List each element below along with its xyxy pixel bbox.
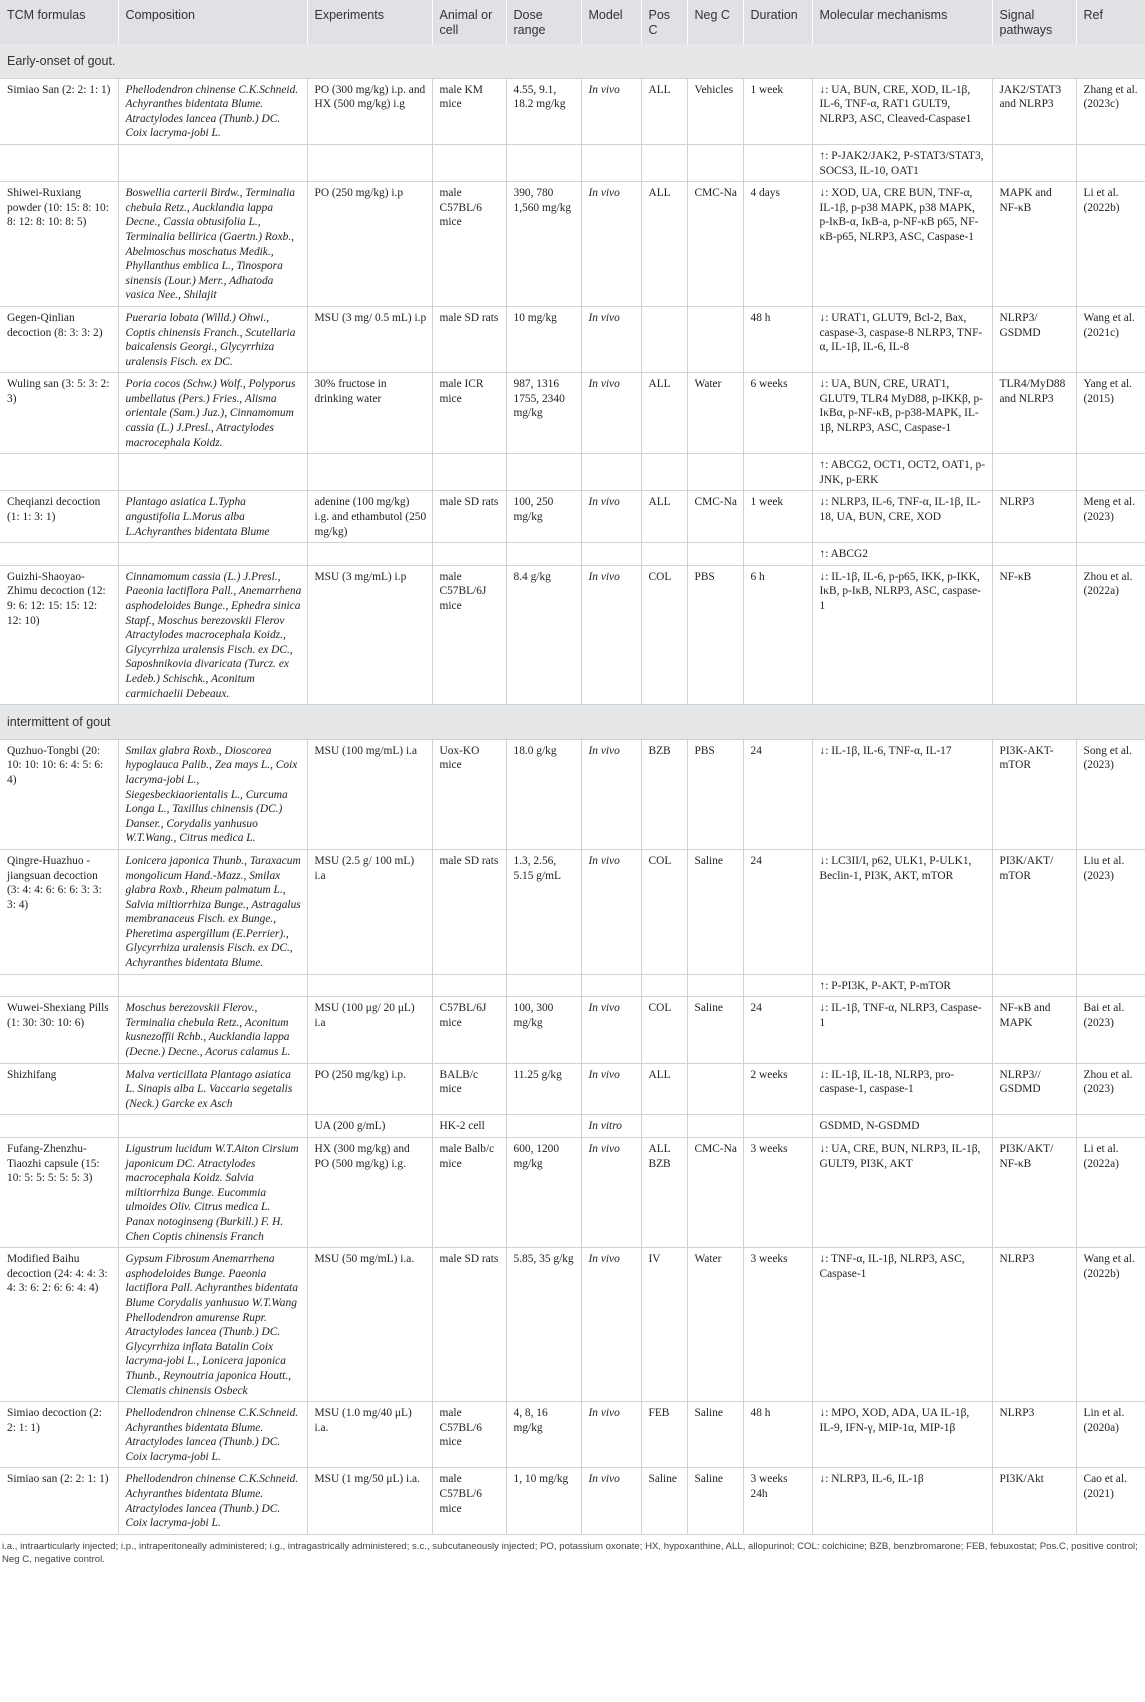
cell-pos-c: IV (641, 1248, 687, 1402)
cell-dose (506, 454, 581, 491)
cell-mechanisms: ↓: URAT1, GLUT9, Bcl-2, Bax, caspase-3, caspase-8 NLRP3, TNF-α, IL-1β, IL-6, IL-8 (812, 306, 992, 372)
cell-mechanisms: ↓: NLRP3, IL-6, IL-1β (812, 1468, 992, 1534)
cell-formula (0, 144, 118, 181)
cell-dose: 10 mg/kg (506, 306, 581, 372)
cell-ref: Li et al. (2022a) (1076, 1138, 1145, 1248)
cell-composition: Gypsum Fibrosum Anemarrhena asphodeloides Bunge. Paeonia lactiflora Pall. Achyranthes bidentata Blume Corydalis yanhusuo W.T.Wang Phellodendron amurense Rupr. Atractylodes lancea (Thunb.) DC. Glycyrrhiza inflata Batalin Coix lacryma-jobi L., Lonicera japonica Thunb., Reynoutria japonica Houtt., Clematis chinensis Osbeck (118, 1248, 307, 1402)
table-row (0, 144, 1145, 181)
table-row (0, 182, 1145, 307)
cell-dose: 600, 1200 mg/kg (506, 1138, 581, 1248)
cell-pos-c (641, 974, 687, 997)
cell-experiments: PO (250 mg/kg) i.p. (307, 1063, 432, 1115)
cell-animal: HK-2 cell (432, 1115, 506, 1138)
header-dose-range: Dose range (506, 0, 581, 44)
cell-composition (118, 144, 307, 181)
cell-mechanisms: ↓: MPO, XOD, ADA, UA IL-1β, IL-9, IFN-γ, MIP-1α, MIP-1β (812, 1402, 992, 1468)
cell-pathways: TLR4/MyD88 and NLRP3 (992, 373, 1076, 454)
cell-dose (506, 974, 581, 997)
cell-model: In vivo (581, 373, 641, 454)
cell-dose: 4, 8, 16 mg/kg (506, 1402, 581, 1468)
cell-ref: Bai et al. (2023) (1076, 997, 1145, 1063)
cell-pathways: PI3K/AKT/ NF-κB (992, 1138, 1076, 1248)
cell-mechanisms: ↑: P-JAK2/JAK2, P-STAT3/STAT3, SOCS3, IL-10, OAT1 (812, 144, 992, 181)
cell-dose: 8.4 g/kg (506, 565, 581, 704)
cell-ref: Zhou et al. (2022a) (1076, 565, 1145, 704)
cell-composition (118, 454, 307, 491)
cell-ref (1076, 144, 1145, 181)
table-row (0, 491, 1145, 543)
cell-dose: 1, 10 mg/kg (506, 1468, 581, 1534)
cell-mechanisms: ↓: IL-1β, IL-6, TNF-α, IL-17 (812, 739, 992, 849)
cell-animal: male SD rats (432, 491, 506, 543)
section-title: Early-onset of gout. (0, 44, 1145, 78)
cell-formula: Wuling san (3: 5: 3: 2: 3) (0, 373, 118, 454)
header-neg-c: Neg C (687, 0, 743, 44)
cell-model (581, 543, 641, 566)
cell-model: In vivo (581, 1138, 641, 1248)
cell-experiments: MSU (100 mg/mL) i.a (307, 739, 432, 849)
cell-ref: Wang et al. (2022b) (1076, 1248, 1145, 1402)
cell-experiments: PO (250 mg/kg) i.p (307, 182, 432, 307)
cell-pathways (992, 454, 1076, 491)
header-pos-c: Pos C (641, 0, 687, 44)
cell-neg-c (687, 1115, 743, 1138)
cell-model: In vivo (581, 1248, 641, 1402)
cell-pathways: NF-κB (992, 565, 1076, 704)
cell-neg-c: CMC-Na (687, 1138, 743, 1248)
cell-animal: male ICR mice (432, 373, 506, 454)
cell-neg-c: Water (687, 1248, 743, 1402)
cell-mechanisms: ↓: LC3II/I, p62, ULK1, P-ULK1, Beclin-1, PI3K, AKT, mTOR (812, 849, 992, 974)
cell-composition: Moschus berezovskii Flerov., Terminalia chebula Retz., Aconitum kusnezoffii Rchb., Aucklandia lappa (Decne.) Decne., Acorus calamus L. (118, 997, 307, 1063)
cell-neg-c: Saline (687, 1468, 743, 1534)
cell-mechanisms: ↑: ABCG2 (812, 543, 992, 566)
header-signal-pathways: Signal pathways (992, 0, 1076, 44)
cell-ref (1076, 454, 1145, 491)
cell-dose: 100, 300 mg/kg (506, 997, 581, 1063)
cell-ref (1076, 1115, 1145, 1138)
cell-mechanisms: ↓: IL-1β, TNF-α, NLRP3, Caspase-1 (812, 997, 992, 1063)
cell-pos-c: ALL (641, 491, 687, 543)
cell-pathways: NLRP3 (992, 491, 1076, 543)
cell-mechanisms: ↓: UA, BUN, CRE, URAT1, GLUT9, TLR4 MyD88, p-IKKβ, p-IκBα, p-NF-κB, p-p38-MAPK, IL-1β, NLRP3, ASC, Caspase-1 (812, 373, 992, 454)
cell-animal: male SD rats (432, 306, 506, 372)
cell-pos-c: ALL (641, 373, 687, 454)
cell-duration: 1 week (743, 491, 812, 543)
cell-formula (0, 543, 118, 566)
cell-formula: Qingre-Huazhuo -jiangsuan decoction (3: 4: 4: 6: 6: 6: 3: 3: 3: 4) (0, 849, 118, 974)
cell-pathways: PI3K/AKT/ mTOR (992, 849, 1076, 974)
cell-pos-c: COL (641, 565, 687, 704)
cell-pos-c: COL (641, 849, 687, 974)
cell-composition (118, 543, 307, 566)
cell-pos-c: ALL (641, 1063, 687, 1115)
cell-ref: Cao et al. (2021) (1076, 1468, 1145, 1534)
cell-duration (743, 454, 812, 491)
cell-neg-c: Saline (687, 849, 743, 974)
cell-animal (432, 454, 506, 491)
cell-neg-c (687, 1063, 743, 1115)
cell-dose: 390, 780 1,560 mg/kg (506, 182, 581, 307)
cell-composition: Cinnamomum cassia (L.) J.Presl., Paeonia lactiflora Pall., Anemarrhena asphodeloides Bunge., Ephedra sinica Stapf., Moschus berezovskii Flerov Atractylodes macrocephala Koidz., Glycyrrhiza uralensis Fisch. ex DC., Saposhnikovia divaricata (Turcz. ex Ledeb.) Schischk., Aconitum carmichaelii Debeaux. (118, 565, 307, 704)
cell-model: In vivo (581, 306, 641, 372)
cell-composition: Poria cocos (Schw.) Wolf., Polyporus umbellatus (Pers.) Fries., Alisma orientale (Sam.) Juz.), Cinnamomum cassia (L.) J.Presl., Atractylodes macrocephala Koidz. (118, 373, 307, 454)
cell-model: In vitro (581, 1115, 641, 1138)
table-row (0, 454, 1145, 491)
cell-experiments (307, 454, 432, 491)
cell-composition: Lonicera japonica Thunb., Taraxacum mongolicum Hand.-Mazz., Smilax glabra Roxb., Rheum palmatum L., Salvia miltiorrhiza Bunge., Astragalus membranaceus Fisch. ex Bunge., Pheretima aspergillum (E.Perrier)., Glycyrrhiza uralensis Fisch. ex DC., Achyranthes bidentata Blume. (118, 849, 307, 974)
cell-neg-c: Saline (687, 997, 743, 1063)
cell-pos-c (641, 454, 687, 491)
cell-neg-c: Saline (687, 1402, 743, 1468)
cell-formula: Modified Baihu decoction (24: 4: 4: 3: 4: 3: 6: 2: 6: 6: 4: 4) (0, 1248, 118, 1402)
cell-experiments: 30% fructose in drinking water (307, 373, 432, 454)
cell-duration: 6 h (743, 565, 812, 704)
cell-dose: 100, 250 mg/kg (506, 491, 581, 543)
header-tcm-formulas: TCM formulas (0, 0, 118, 44)
cell-duration: 48 h (743, 1402, 812, 1468)
cell-experiments (307, 144, 432, 181)
cell-dose: 18.0 g/kg (506, 739, 581, 849)
cell-formula: Simiao decoction (2: 2: 1: 1) (0, 1402, 118, 1468)
cell-pos-c: Saline (641, 1468, 687, 1534)
cell-model (581, 454, 641, 491)
cell-neg-c (687, 543, 743, 566)
cell-model: In vivo (581, 1063, 641, 1115)
cell-pathways (992, 543, 1076, 566)
header-model: Model (581, 0, 641, 44)
cell-composition (118, 974, 307, 997)
cell-animal: male C57BL/6J mice (432, 565, 506, 704)
cell-neg-c: PBS (687, 565, 743, 704)
cell-mechanisms: ↓: UA, BUN, CRE, XOD, IL-1β, IL-6, TNF-α, RAT1 GULT9, NLRP3, ASC, Cleaved-Caspase1 (812, 78, 992, 144)
cell-ref: Meng et al. (2023) (1076, 491, 1145, 543)
cell-mechanisms: ↓: XOD, UA, CRE BUN, TNF-α, IL-1β, p-p38 MAPK, p38 MAPK, p-IκB-α, IκB-a, p-NF-κB p65, NF-κB-p65, NLRP3, ASC, Caspase-1 (812, 182, 992, 307)
cell-pathways: NLRP3 (992, 1402, 1076, 1468)
cell-model: In vivo (581, 1468, 641, 1534)
cell-pos-c (641, 1115, 687, 1138)
cell-animal: male SD rats (432, 1248, 506, 1402)
cell-composition: Pueraria lobata (Willd.) Ohwi., Coptis chinensis Franch., Scutellaria baicalensis Georgi., Glycyrrhiza uralensis Fisch. ex DC. (118, 306, 307, 372)
cell-mechanisms: ↓: IL-1β, IL-6, p-p65, IKK, p-IKK, IκB, p-IκB, NLRP3, ASC, caspase-1 (812, 565, 992, 704)
table-row (0, 543, 1145, 566)
cell-neg-c (687, 454, 743, 491)
table-row (0, 1468, 1145, 1534)
cell-animal (432, 543, 506, 566)
cell-composition: Phellodendron chinense C.K.Schneid. Achyranthes bidentata Blume. Atractylodes lancea (Thunb.) DC. Coix lacryma-jobi L. (118, 78, 307, 144)
header-row (0, 0, 1145, 44)
table-body (0, 44, 1145, 1534)
cell-pos-c: FEB (641, 1402, 687, 1468)
cell-mechanisms: ↑: ABCG2, OCT1, OCT2, OAT1, p-JNK, p-ERK (812, 454, 992, 491)
cell-composition (118, 1115, 307, 1138)
cell-pathways: JAK2/STAT3 and NLRP3 (992, 78, 1076, 144)
cell-duration: 3 weeks (743, 1248, 812, 1402)
table-row (0, 78, 1145, 144)
cell-composition: Plantago asiatica L.Typha angustifolia L.Morus alba L.Achyranthes bidentata Blume (118, 491, 307, 543)
cell-experiments: MSU (3 mg/ 0.5 mL) i.p (307, 306, 432, 372)
cell-animal: C57BL/6J mice (432, 997, 506, 1063)
cell-pos-c: ALL (641, 78, 687, 144)
cell-composition: Phellodendron chinense C.K.Schneid. Achyranthes bidentata Blume. Atractylodes lancea (Thunb.) DC. Coix lacryma-jobi L. (118, 1468, 307, 1534)
cell-animal: Uox-KO mice (432, 739, 506, 849)
cell-ref: Wang et al. (2021c) (1076, 306, 1145, 372)
cell-ref: Zhang et al. (2023c) (1076, 78, 1145, 144)
cell-mechanisms: ↓: UA, CRE, BUN, NLRP3, IL-1β, GULT9, PI3K, AKT (812, 1138, 992, 1248)
cell-formula: Simiao san (2: 2: 1: 1) (0, 1468, 118, 1534)
table-row (0, 739, 1145, 849)
section-title: intermittent of gout (0, 705, 1145, 740)
cell-neg-c: PBS (687, 739, 743, 849)
table-row (0, 373, 1145, 454)
cell-pathways: NLRP3// GSDMD (992, 1063, 1076, 1115)
cell-duration: 2 weeks (743, 1063, 812, 1115)
header-molecular-mechanisms: Molecular mechanisms (812, 0, 992, 44)
cell-mechanisms: ↓: IL-1β, IL-18, NLRP3, pro-caspase-1, caspase-1 (812, 1063, 992, 1115)
cell-composition: Smilax glabra Roxb., Dioscorea hypoglauca Palib., Zea mays L., Coix lacryma-jobi L., Siegesbeckiaorientalis L., Curcuma Longa L., Taxillus chinensis (DC.) Danser., Corydalis yanhusuo W.T.Wang., Citrus medica L. (118, 739, 307, 849)
cell-pos-c: ALL BZB (641, 1138, 687, 1248)
cell-formula: Simiao San (2: 2: 1: 1) (0, 78, 118, 144)
cell-composition: Phellodendron chinense C.K.Schneid. Achyranthes bidentata Blume. Atractylodes lancea (Thunb.) DC. Coix lacryma-jobi L. (118, 1402, 307, 1468)
cell-formula: Gegen-Qinlian decoction (8: 3: 3: 2) (0, 306, 118, 372)
cell-dose: 11.25 g/kg (506, 1063, 581, 1115)
cell-composition: Boswellia carterii Birdw., Terminalia chebula Retz., Aucklandia lappa Decne., Cassia obtusifolia L., Terminalia bellirica (Gaertn.) Roxb., Abelmoschus moschatus Medik., Phyllanthus emblica L., Tinospora sinensis (Lour.) Merr., Adhatoda vasica Nee., Shilajit (118, 182, 307, 307)
cell-dose: 4.55, 9.1, 18.2 mg/kg (506, 78, 581, 144)
cell-pathways: PI3K-AKT-mTOR (992, 739, 1076, 849)
cell-experiments: MSU (2.5 g/ 100 mL) i.a (307, 849, 432, 974)
cell-dose (506, 543, 581, 566)
cell-pathways (992, 1115, 1076, 1138)
cell-model (581, 974, 641, 997)
table-footnote: i.a., intraarticularly injected; i.p., intraperitoneally administered; i.g., intragastrically administered; s.c., subcutaneously injected; PO, potassium oxonate; HX, hypoxanthine, ALL, allopurinol; COL: colchicine; BZB, benzbromarone; FEB, febuxostat; Pos.C, positive control; Neg C, negative control. (2, 1540, 1138, 1566)
cell-formula: Wuwei-Shexiang Pills (1: 30: 30: 10: 6) (0, 997, 118, 1063)
cell-pos-c: BZB (641, 739, 687, 849)
cell-duration: 3 weeks 24h (743, 1468, 812, 1534)
table-row (0, 1248, 1145, 1402)
cell-duration: 24 (743, 849, 812, 974)
cell-neg-c (687, 144, 743, 181)
cell-pathways: PI3K/Akt (992, 1468, 1076, 1534)
table-row (0, 974, 1145, 997)
cell-formula: Fufang-Zhenzhu-Tiaozhi capsule (15: 10: 5: 5: 5: 5: 5: 3) (0, 1138, 118, 1248)
cell-ref (1076, 974, 1145, 997)
cell-ref: Zhou et al. (2023) (1076, 1063, 1145, 1115)
cell-formula (0, 454, 118, 491)
cell-pathways: NLRP3 (992, 1248, 1076, 1402)
cell-duration: 24 (743, 739, 812, 849)
cell-formula: Shiwei-Ruxiang powder (10: 15: 8: 10: 8: 12: 8: 10: 8: 5) (0, 182, 118, 307)
cell-pathways: MAPK and NF-κB (992, 182, 1076, 307)
cell-mechanisms: ↓: NLRP3, IL-6, TNF-α, IL-1β, IL-18, UA, BUN, CRE, XOD (812, 491, 992, 543)
cell-model (581, 144, 641, 181)
cell-model: In vivo (581, 565, 641, 704)
cell-neg-c: Water (687, 373, 743, 454)
cell-ref (1076, 543, 1145, 566)
cell-duration: 1 week (743, 78, 812, 144)
cell-composition: Ligustrum lucidum W.T.Aiton Cirsium japonicum DC. Atractylodes macrocephala Koidz. Salvia miltiorrhiza Bunge. Eucommia ulmoides Oliv. Citrus medica L. Panax notoginseng (Burkill.) F. H. Chen Coptis chinensis Franch (118, 1138, 307, 1248)
cell-ref: Lin et al. (2020a) (1076, 1402, 1145, 1468)
cell-model: In vivo (581, 739, 641, 849)
cell-animal: male Balb/c mice (432, 1138, 506, 1248)
table-row (0, 565, 1145, 704)
cell-formula: Quzhuo-Tongbi (20: 10: 10: 10: 6: 4: 5: 6: 4) (0, 739, 118, 849)
cell-model: In vivo (581, 997, 641, 1063)
cell-dose (506, 1115, 581, 1138)
cell-duration: 24 (743, 997, 812, 1063)
cell-experiments: MSU (1 mg/50 μL) i.a. (307, 1468, 432, 1534)
cell-animal: BALB/c mice (432, 1063, 506, 1115)
cell-neg-c: CMC-Na (687, 182, 743, 307)
cell-duration: 4 days (743, 182, 812, 307)
table-row (0, 306, 1145, 372)
cell-pos-c (641, 306, 687, 372)
cell-experiments: MSU (100 μg/ 20 μL) i.a (307, 997, 432, 1063)
cell-pathways (992, 144, 1076, 181)
header-animal-or-cell: Animal or cell (432, 0, 506, 44)
cell-animal: male C57BL/6 mice (432, 1402, 506, 1468)
cell-ref: Li et al. (2022b) (1076, 182, 1145, 307)
cell-pathways: NLRP3/ GSDMD (992, 306, 1076, 372)
cell-animal: male KM mice (432, 78, 506, 144)
table-row (0, 1402, 1145, 1468)
table-row (0, 1063, 1145, 1115)
cell-neg-c: CMC-Na (687, 491, 743, 543)
cell-formula: Cheqianzi decoction (1: 1: 3: 1) (0, 491, 118, 543)
cell-ref: Yang et al. (2015) (1076, 373, 1145, 454)
cell-model: In vivo (581, 1402, 641, 1468)
cell-mechanisms: GSDMD, N-GSDMD (812, 1115, 992, 1138)
cell-duration (743, 543, 812, 566)
header-experiments: Experiments (307, 0, 432, 44)
cell-experiments: PO (300 mg/kg) i.p. and HX (500 mg/kg) i.g (307, 78, 432, 144)
section-row (0, 705, 1145, 740)
cell-animal: male C57BL/6 mice (432, 182, 506, 307)
cell-formula (0, 1115, 118, 1138)
cell-experiments: MSU (50 mg/mL) i.a. (307, 1248, 432, 1402)
cell-pos-c (641, 543, 687, 566)
cell-formula (0, 974, 118, 997)
cell-duration: 3 weeks (743, 1138, 812, 1248)
cell-ref: Liu et al. (2023) (1076, 849, 1145, 974)
cell-duration (743, 144, 812, 181)
cell-experiments (307, 543, 432, 566)
cell-experiments: adenine (100 mg/kg) i.g. and ethambutol (250 mg/kg) (307, 491, 432, 543)
header-duration: Duration (743, 0, 812, 44)
cell-formula: Guizhi-Shaoyao-Zhimu decoction (12: 9: 6: 12: 15: 15: 12: 12: 10) (0, 565, 118, 704)
cell-duration: 48 h (743, 306, 812, 372)
table-row (0, 997, 1145, 1063)
header-composition: Composition (118, 0, 307, 44)
cell-animal (432, 974, 506, 997)
cell-model: In vivo (581, 182, 641, 307)
cell-mechanisms: ↓: TNF-α, IL-1β, NLRP3, ASC, Caspase-1 (812, 1248, 992, 1402)
section-row (0, 44, 1145, 78)
cell-neg-c (687, 974, 743, 997)
cell-neg-c: Vehicles (687, 78, 743, 144)
cell-model: In vivo (581, 849, 641, 974)
cell-neg-c (687, 306, 743, 372)
cell-animal (432, 144, 506, 181)
cell-duration (743, 974, 812, 997)
cell-experiments: UA (200 g/mL) (307, 1115, 432, 1138)
table-row (0, 1115, 1145, 1138)
cell-model: In vivo (581, 491, 641, 543)
cell-pos-c: ALL (641, 182, 687, 307)
cell-composition: Malva verticillata Plantago asiatica L. Sinapis alba L. Vaccaria segetalis (Neck.) Garcke ex Asch (118, 1063, 307, 1115)
cell-model: In vivo (581, 78, 641, 144)
cell-dose: 5.85, 35 g/kg (506, 1248, 581, 1402)
cell-mechanisms: ↑: P-PI3K, P-AKT, P-mTOR (812, 974, 992, 997)
cell-dose: 987, 1316 1755, 2340 mg/kg (506, 373, 581, 454)
cell-dose (506, 144, 581, 181)
cell-duration: 6 weeks (743, 373, 812, 454)
cell-pathways: NF-κB and MAPK (992, 997, 1076, 1063)
cell-experiments: HX (300 mg/kg) and PO (500 mg/kg) i.g. (307, 1138, 432, 1248)
cell-experiments: MSU (3 mg/mL) i.p (307, 565, 432, 704)
cell-experiments: MSU (1.0 mg/40 μL) i.a. (307, 1402, 432, 1468)
cell-animal: male C57BL/6 mice (432, 1468, 506, 1534)
cell-pathways (992, 974, 1076, 997)
table-row (0, 849, 1145, 974)
cell-formula: Shizhifang (0, 1063, 118, 1115)
cell-experiments (307, 974, 432, 997)
table-row (0, 1138, 1145, 1248)
header-ref: Ref (1076, 0, 1145, 44)
cell-pos-c (641, 144, 687, 181)
cell-pos-c: COL (641, 997, 687, 1063)
cell-duration (743, 1115, 812, 1138)
cell-ref: Song et al. (2023) (1076, 739, 1145, 849)
cell-animal: male SD rats (432, 849, 506, 974)
cell-dose: 1.3, 2.56, 5.15 g/mL (506, 849, 581, 974)
